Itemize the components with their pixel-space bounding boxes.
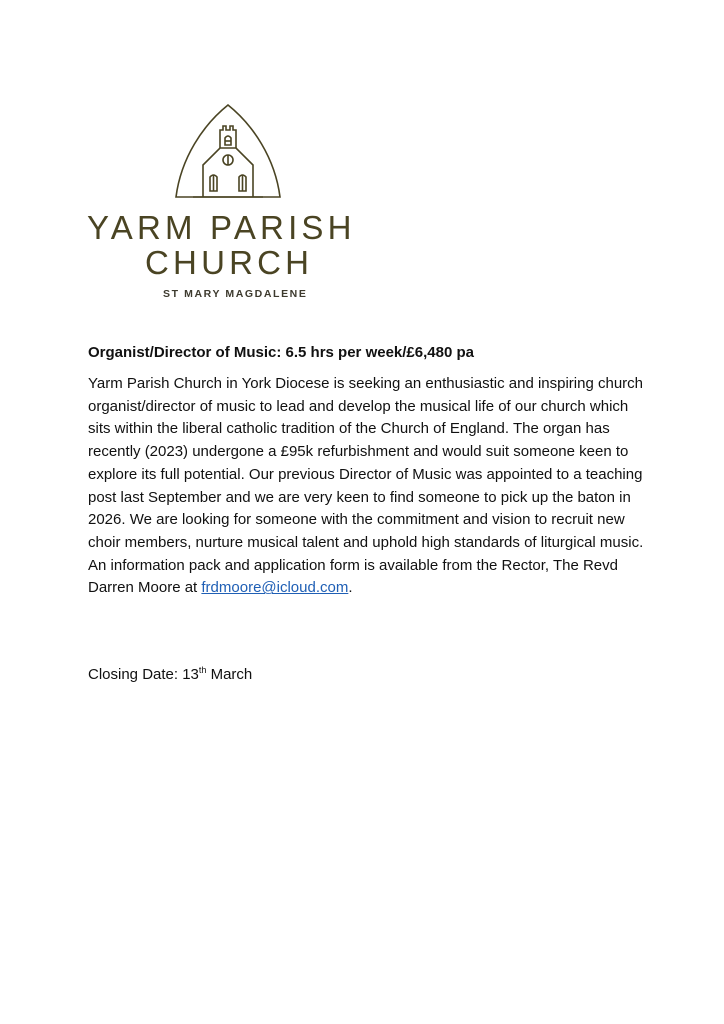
logo-title-line1: YARM PARISH — [87, 209, 356, 246]
logo-title-line2: CHURCH — [145, 244, 314, 281]
closing-suffix: th — [198, 665, 207, 675]
closing-month: March — [206, 666, 253, 683]
church-icon — [173, 103, 283, 199]
closing-label: Closing Date: 13 — [88, 666, 199, 683]
logo-subtitle: ST MARY MAGDALENE — [163, 288, 308, 300]
description-end: . — [348, 579, 353, 597]
description-text: Yarm Parish Church in York Diocese is seeking an enthusiastic and inspiring church organist/director of music to lead and develop the musical life of our church which sits within the liberal catholic tradition of the Church of England. The organ has recently (2023) undergone a £95k refurbishment and would suit someone keen to explore its full potential. Our previous Director of Music was appointed to a teaching post last September and we are very keen to find someone to pick up the baton in 2026. We are looking for someone with the commitment and vision to recruit new choir members, nurture musical talent and uphold high standards of liturgical music. An information pack and application form is available from the Rector, The Revd Darren Moore at — [88, 375, 644, 597]
closing-date — [88, 664, 252, 686]
email-link[interactable]: frdmoore@icloud.com — [201, 579, 349, 597]
job-description — [88, 373, 648, 600]
job-heading: Organist/Director of Music: 6.5 hrs per week/£6,480 pa — [88, 344, 474, 361]
